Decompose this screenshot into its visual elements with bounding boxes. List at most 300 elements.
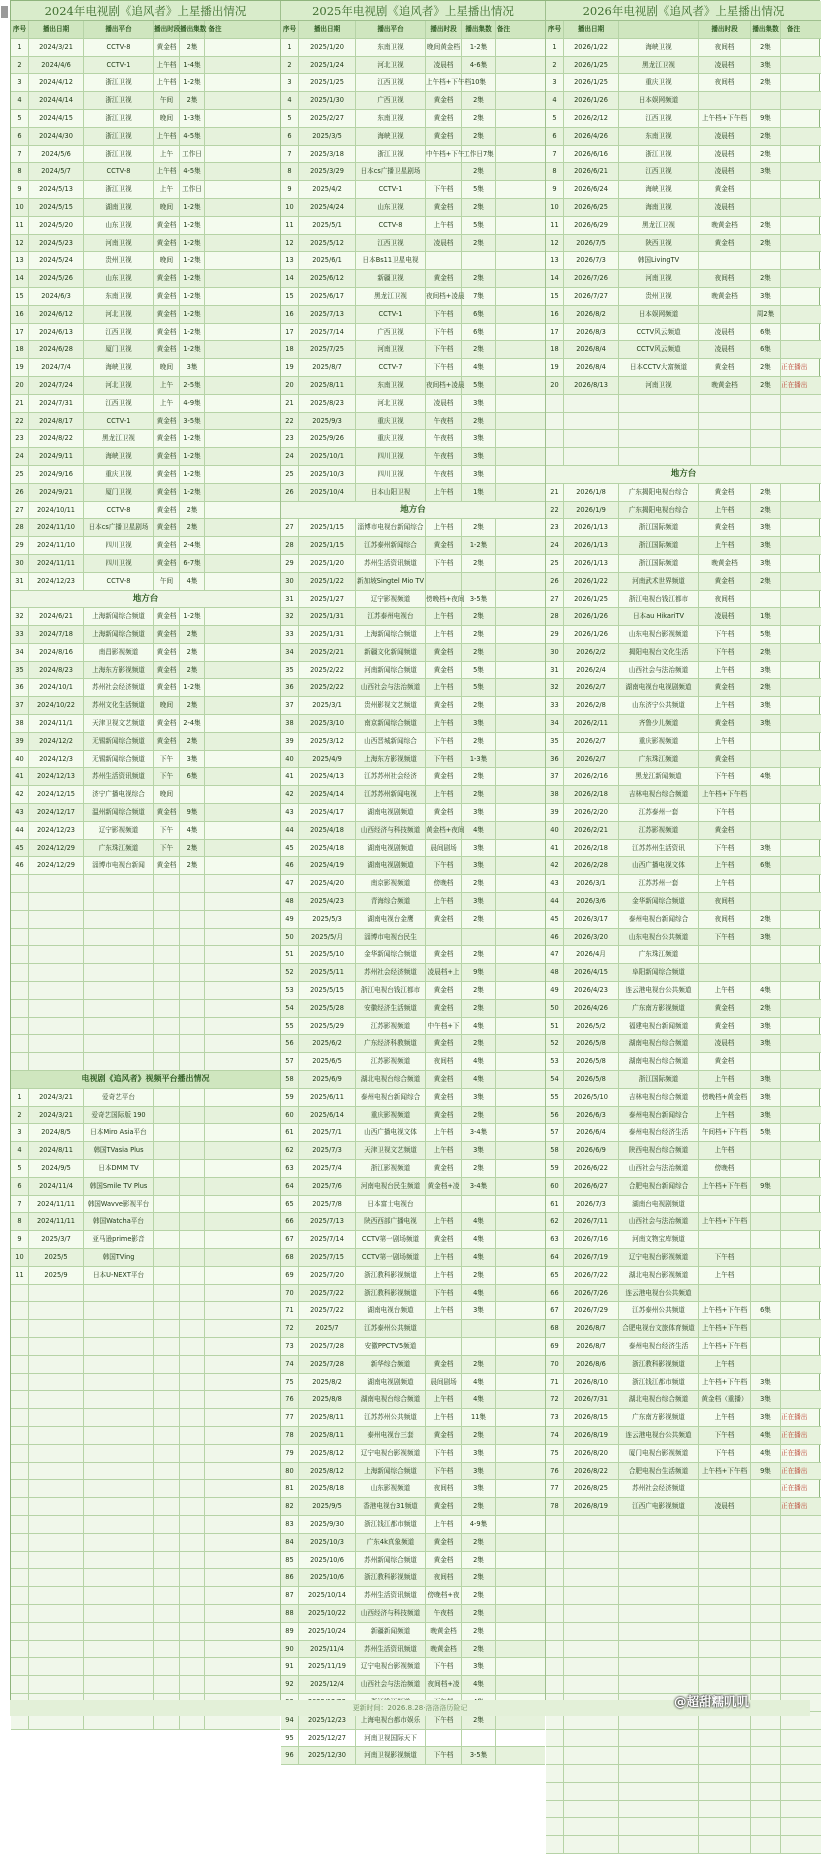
- table-cell: [496, 715, 511, 732]
- table-cell: [11, 875, 29, 892]
- column-header: 备注: [496, 25, 511, 33]
- table-cell: [205, 1053, 225, 1070]
- table-row: [546, 1142, 821, 1160]
- table-cell: 2026/6/4: [564, 1124, 619, 1141]
- table-cell: 傍晚档+夜间: [426, 591, 462, 608]
- table-cell: 东南卫视: [356, 39, 426, 56]
- table-cell: 16: [11, 306, 29, 323]
- table-row: [281, 1409, 545, 1427]
- table-cell: [11, 1623, 29, 1640]
- table-cell: 无锡新闻综合频道: [84, 751, 154, 768]
- table-cell: [496, 1160, 511, 1177]
- table-cell: 上午档+下午档: [699, 110, 751, 127]
- table-cell: [781, 1587, 806, 1604]
- table-cell: 2026/4/23: [564, 982, 619, 999]
- table-cell: 2集: [462, 270, 496, 287]
- table-cell: 3集: [751, 697, 781, 714]
- table-cell: [180, 893, 205, 910]
- table-cell: [496, 1356, 511, 1373]
- table-cell: [29, 1285, 84, 1302]
- table-cell: 湖南电视剧频道: [356, 857, 426, 874]
- table-cell: [29, 1498, 84, 1515]
- table-cell: [546, 1516, 564, 1533]
- table-cell: 3集: [462, 715, 496, 732]
- table-cell: [205, 306, 225, 323]
- table-cell: 70: [546, 1356, 564, 1373]
- table-cell: 2025/11/19: [299, 1658, 356, 1675]
- table-cell: 山西经济与科技频道: [356, 822, 426, 839]
- table-cell: [781, 252, 806, 269]
- empty-row: [11, 929, 280, 947]
- table-cell: [751, 875, 781, 892]
- table-row: [281, 591, 545, 609]
- table-cell: [29, 1302, 84, 1319]
- table-cell: 2024/11/4: [29, 1178, 84, 1195]
- table-row: [546, 822, 821, 840]
- table-cell: [84, 1463, 154, 1480]
- table-cell: 1: [11, 39, 29, 56]
- table-cell: 1: [11, 1089, 29, 1106]
- table-cell: [781, 1000, 806, 1017]
- table-cell: [496, 786, 511, 803]
- table-cell: 3集: [462, 804, 496, 821]
- table-cell: CCTV-1: [84, 57, 154, 74]
- table-cell: [699, 1552, 751, 1569]
- table-cell: 晚间: [154, 786, 180, 803]
- table-cell: [699, 1801, 751, 1818]
- table-row: [11, 1267, 280, 1285]
- table-row: [281, 1196, 545, 1214]
- table-cell: [751, 751, 781, 768]
- table-cell: [154, 1623, 180, 1640]
- table-cell: [180, 1587, 205, 1604]
- table-cell: 山西广播电视文体: [356, 1124, 426, 1141]
- table-row: [546, 929, 821, 947]
- empty-row: [11, 1374, 280, 1392]
- table-cell: 2024/7/24: [29, 377, 84, 394]
- section-local: [546, 466, 821, 484]
- table-cell: 2025/4/20: [299, 875, 356, 892]
- table-cell: [180, 1142, 205, 1159]
- table-cell: 38: [281, 715, 299, 732]
- table-cell: 2集: [462, 697, 496, 714]
- table-cell: 5集: [462, 217, 496, 234]
- table-row: [11, 573, 280, 591]
- table-cell: [11, 1605, 29, 1622]
- table-cell: [781, 110, 806, 127]
- table-cell: [751, 946, 781, 963]
- table-cell: [205, 74, 225, 91]
- table-cell: 2025/1/22: [299, 573, 356, 590]
- table-cell: [619, 413, 699, 430]
- table-cell: 4集: [462, 1676, 496, 1693]
- table-cell: 下午档: [426, 1445, 462, 1462]
- table-cell: 2025/1/15: [299, 537, 356, 554]
- table-row: [281, 1302, 545, 1320]
- table-cell: 2025/4/19: [299, 857, 356, 874]
- table-cell: 上午档: [426, 679, 462, 696]
- table-cell: 76: [281, 1391, 299, 1408]
- table-cell: 2025/10/6: [299, 1569, 356, 1586]
- table-cell: [11, 946, 29, 963]
- table-cell: 24: [11, 448, 29, 465]
- table-cell: 72: [281, 1320, 299, 1337]
- table-cell: [699, 395, 751, 412]
- table-row: [11, 768, 280, 786]
- table-cell: [781, 555, 806, 572]
- table-cell: 日本Miro Asia平台: [84, 1124, 154, 1141]
- table-cell: 凌晨档: [699, 1035, 751, 1052]
- table-row: [546, 751, 821, 769]
- table-cell: [84, 893, 154, 910]
- table-cell: 傍晚档: [426, 875, 462, 892]
- table-cell: 2025/1/31: [299, 626, 356, 643]
- table-cell: [11, 1000, 29, 1017]
- table-cell: [180, 982, 205, 999]
- table-cell: 2025/3/5: [299, 128, 356, 145]
- table-cell: [205, 1196, 225, 1213]
- table-cell: [751, 252, 781, 269]
- table-cell: [180, 1338, 205, 1355]
- table-cell: [781, 519, 806, 536]
- table-cell: 25: [546, 555, 564, 572]
- table-cell: [496, 448, 511, 465]
- table-row: [11, 57, 280, 75]
- table-cell: 上午档: [699, 875, 751, 892]
- table-cell: 4集: [462, 1053, 496, 1070]
- table-cell: 5集: [462, 181, 496, 198]
- table-cell: 38: [546, 786, 564, 803]
- table-cell: [205, 929, 225, 946]
- table-row: [546, 1213, 821, 1231]
- table-cell: [205, 1089, 225, 1106]
- scroll-indicator[interactable]: [1, 6, 8, 18]
- table-cell: 52: [281, 964, 299, 981]
- table-cell: 4集: [462, 359, 496, 376]
- table-cell: [496, 1409, 511, 1426]
- table-cell: 下午档: [699, 1445, 751, 1462]
- table-cell: [781, 57, 806, 74]
- table-row: [546, 1000, 821, 1018]
- table-cell: [462, 1320, 496, 1337]
- table-cell: [205, 217, 225, 234]
- table-row: [546, 110, 821, 128]
- table-cell: 28: [11, 519, 29, 536]
- table-cell: 45: [281, 840, 299, 857]
- table-cell: 3集: [751, 519, 781, 536]
- table-cell: 2集: [462, 946, 496, 963]
- table-cell: 2集: [462, 626, 496, 643]
- table-cell: 日本U-NEXT平台: [84, 1267, 154, 1284]
- table-row: [281, 128, 545, 146]
- table-row: [546, 768, 821, 786]
- table-cell: 韩国LivingTV: [619, 252, 699, 269]
- table-cell: 2026/8/15: [564, 1409, 619, 1426]
- table-cell: 2集: [462, 1623, 496, 1640]
- table-cell: [781, 1676, 806, 1693]
- table-cell: 10集: [462, 74, 496, 91]
- table-cell: 2025/1/15: [299, 519, 356, 536]
- table-cell: [205, 573, 225, 590]
- table-cell: 18: [11, 341, 29, 358]
- table-cell: 2025/10/22: [299, 1605, 356, 1622]
- table-row: [281, 1534, 545, 1552]
- table-row: [281, 74, 545, 92]
- empty-row: [11, 1338, 280, 1356]
- table-cell: 正在播出: [781, 1502, 808, 1511]
- table-cell: 晚黄金档: [699, 377, 751, 394]
- table-cell: 上午档: [154, 57, 180, 74]
- table-cell: 3集: [462, 1480, 496, 1497]
- table-cell: [546, 448, 564, 465]
- table-cell: 2025/6/11: [299, 1089, 356, 1106]
- table-cell: 黄金档: [426, 1089, 462, 1106]
- table-row: [281, 1160, 545, 1178]
- table-cell: 53: [281, 982, 299, 999]
- table-cell: [11, 1053, 29, 1070]
- table-cell: [619, 1801, 699, 1818]
- table-cell: 黄金档: [426, 110, 462, 127]
- table-cell: [619, 1747, 699, 1764]
- table-cell: 4集: [462, 1391, 496, 1408]
- table-cell: 2026/2/16: [564, 768, 619, 785]
- table-cell: [180, 1534, 205, 1551]
- table-cell: [781, 270, 806, 287]
- table-cell: 2024/11/11: [29, 1213, 84, 1230]
- table-cell: [496, 1747, 511, 1764]
- table-cell: 山东济宁公共频道: [619, 697, 699, 714]
- table-row: [281, 288, 545, 306]
- table-cell: [205, 395, 225, 412]
- table-cell: [781, 39, 806, 56]
- table-row: [11, 1142, 280, 1160]
- table-cell: [781, 324, 806, 341]
- table-cell: 2集: [751, 235, 781, 252]
- table-cell: 午间: [154, 92, 180, 109]
- table-cell: [205, 715, 225, 732]
- table-cell: 江苏泰州电视台: [356, 608, 426, 625]
- table-cell: 2集: [462, 644, 496, 661]
- table-cell: 64: [546, 1249, 564, 1266]
- table-cell: 海峡卫视: [619, 39, 699, 56]
- table-cell: 江苏影视频道: [356, 1053, 426, 1070]
- table-cell: 41: [11, 768, 29, 785]
- table-row: [281, 1249, 545, 1267]
- table-cell: 8: [546, 163, 564, 180]
- table-row: [281, 1267, 545, 1285]
- table-cell: [11, 1409, 29, 1426]
- table-cell: [29, 1658, 84, 1675]
- table-cell: 2026/2/11: [564, 715, 619, 732]
- table-cell: 54: [281, 1000, 299, 1017]
- table-cell: 上午: [154, 146, 180, 163]
- table-cell: 5: [11, 110, 29, 127]
- table-cell: 2025/7/28: [299, 1338, 356, 1355]
- table-cell: 泰州电视台经济生活: [619, 1338, 699, 1355]
- table-row: [11, 1107, 280, 1125]
- table-cell: [11, 1285, 29, 1302]
- table-cell: 3集: [751, 929, 781, 946]
- table-cell: 黄金档: [154, 430, 180, 447]
- table-cell: [496, 1587, 511, 1604]
- table-cell: 2024/8/17: [29, 413, 84, 430]
- table-cell: [154, 1018, 180, 1035]
- table-cell: [180, 946, 205, 963]
- table-cell: [205, 1356, 225, 1373]
- table-cell: 上午档+下午档: [699, 1374, 751, 1391]
- table-cell: [751, 1623, 781, 1640]
- table-cell: 黄金档: [154, 413, 180, 430]
- table-cell: 重庆卫视: [356, 430, 426, 447]
- table-cell: 2026/7/26: [564, 1285, 619, 1302]
- table-cell: 江西卫视: [356, 235, 426, 252]
- table-cell: 苏州生活资讯频道: [84, 768, 154, 785]
- table-cell: [781, 1641, 806, 1658]
- table-cell: 3: [546, 74, 564, 91]
- table-cell: [781, 1053, 806, 1070]
- table-cell: 黄金档: [699, 822, 751, 839]
- table-cell: [426, 1338, 462, 1355]
- table-cell: 苏州社会经济频道: [619, 1480, 699, 1497]
- table-cell: 日本富士电视台: [356, 1196, 426, 1213]
- table-cell: 37: [281, 697, 299, 714]
- table-cell: 2025/9/26: [299, 430, 356, 447]
- table-row: [281, 39, 545, 57]
- table-cell: [781, 1569, 806, 1586]
- table-cell: 黄金档: [154, 662, 180, 679]
- table-cell: [205, 537, 225, 554]
- table-cell: [699, 1480, 751, 1497]
- table-row: [546, 270, 821, 288]
- table-cell: [781, 1801, 806, 1818]
- table-cell: [154, 1374, 180, 1391]
- table-row: [281, 1089, 545, 1107]
- table-cell: [781, 804, 806, 821]
- table-cell: [154, 1569, 180, 1586]
- table-cell: 贵州卫视: [619, 288, 699, 305]
- table-header: [281, 21, 545, 39]
- table-cell: 上午档: [426, 217, 462, 234]
- table-row: [11, 270, 280, 288]
- table-cell: CCTV第一剧场频道: [356, 1231, 426, 1248]
- table-row: [11, 430, 280, 448]
- table-cell: 浙江钱江都市频道: [356, 1516, 426, 1533]
- table-cell: 2024/8/16: [29, 644, 84, 661]
- table-row: [546, 1498, 821, 1516]
- table-cell: [29, 1018, 84, 1035]
- table-cell: 2024/8/23: [29, 662, 84, 679]
- table-cell: [205, 235, 225, 252]
- table-cell: 上午档: [426, 1267, 462, 1284]
- table-cell: [11, 1498, 29, 1515]
- table-cell: 10: [11, 1249, 29, 1266]
- table-cell: 四川卫视: [84, 555, 154, 572]
- table-cell: 2集: [180, 92, 205, 109]
- table-cell: 78: [546, 1498, 564, 1515]
- table-cell: 26: [281, 484, 299, 501]
- empty-row: [546, 1605, 821, 1623]
- table-cell: 44: [546, 893, 564, 910]
- table-cell: 浙江教科影视频道: [356, 1285, 426, 1302]
- table-cell: 3集: [751, 288, 781, 305]
- table-cell: 日本au HikariTV: [619, 608, 699, 625]
- table-cell: [496, 1053, 511, 1070]
- empty-row: [11, 1000, 280, 1018]
- table-cell: 1-2集: [180, 679, 205, 696]
- table-cell: [781, 1783, 806, 1800]
- table-cell: 济宁广播电视综合: [84, 786, 154, 803]
- table-cell: 2025/9/3: [299, 413, 356, 430]
- table-cell: [29, 1409, 84, 1426]
- table-cell: [564, 1569, 619, 1586]
- table-cell: [699, 1818, 751, 1835]
- table-row: [546, 1320, 821, 1338]
- table-cell: 黄金档: [154, 733, 180, 750]
- table-cell: 2025/3/1: [299, 697, 356, 714]
- table-cell: 2026/6/3: [564, 1107, 619, 1124]
- table-cell: 32: [546, 679, 564, 696]
- table-cell: [154, 911, 180, 928]
- table-row: [546, 573, 821, 591]
- table-header: [11, 21, 280, 39]
- table-cell: 50: [546, 1000, 564, 1017]
- table-cell: 3集: [751, 662, 781, 679]
- table-cell: [180, 1409, 205, 1426]
- table-cell: [154, 1480, 180, 1497]
- table-cell: [751, 822, 781, 839]
- table-cell: [29, 893, 84, 910]
- table-cell: [496, 1445, 511, 1462]
- table-cell: 黄金档: [699, 1000, 751, 1017]
- table-cell: [154, 1035, 180, 1052]
- table-cell: [751, 1320, 781, 1337]
- table-cell: [496, 1213, 511, 1230]
- table-cell: [751, 1534, 781, 1551]
- table-cell: 6: [546, 128, 564, 145]
- table-cell: 黄金档: [426, 1427, 462, 1444]
- table-row: [546, 146, 821, 164]
- table-cell: 黄金档: [426, 1498, 462, 1515]
- table-cell: [496, 1231, 511, 1248]
- table-cell: 68: [546, 1320, 564, 1337]
- table-row: [281, 1552, 545, 1570]
- table-cell: 44: [281, 822, 299, 839]
- table-cell: [699, 252, 751, 269]
- section-local: [11, 591, 280, 609]
- table-cell: 2集: [462, 1000, 496, 1017]
- table-row: [11, 74, 280, 92]
- table-cell: 2025/8/23: [299, 395, 356, 412]
- table-row: [281, 1178, 545, 1196]
- table-cell: 上海新闻综合频道: [356, 1463, 426, 1480]
- table-cell: [751, 1730, 781, 1747]
- table-cell: [84, 1498, 154, 1515]
- table-cell: [205, 626, 225, 643]
- table-cell: [496, 163, 511, 180]
- table-cell: 6集: [462, 306, 496, 323]
- table-cell: [699, 92, 751, 109]
- table-cell: [84, 929, 154, 946]
- table-cell: [84, 1623, 154, 1640]
- table-cell: 浙江国际频道: [619, 519, 699, 536]
- column-header: 播出平台: [84, 21, 154, 38]
- table-cell: [180, 964, 205, 981]
- table-cell: 2025/5/29: [299, 1018, 356, 1035]
- empty-row: [546, 1765, 821, 1783]
- table-cell: 57: [281, 1053, 299, 1070]
- table-cell: 江苏苏州新闻电视: [356, 786, 426, 803]
- table-cell: 广东南方影视频道: [619, 1409, 699, 1426]
